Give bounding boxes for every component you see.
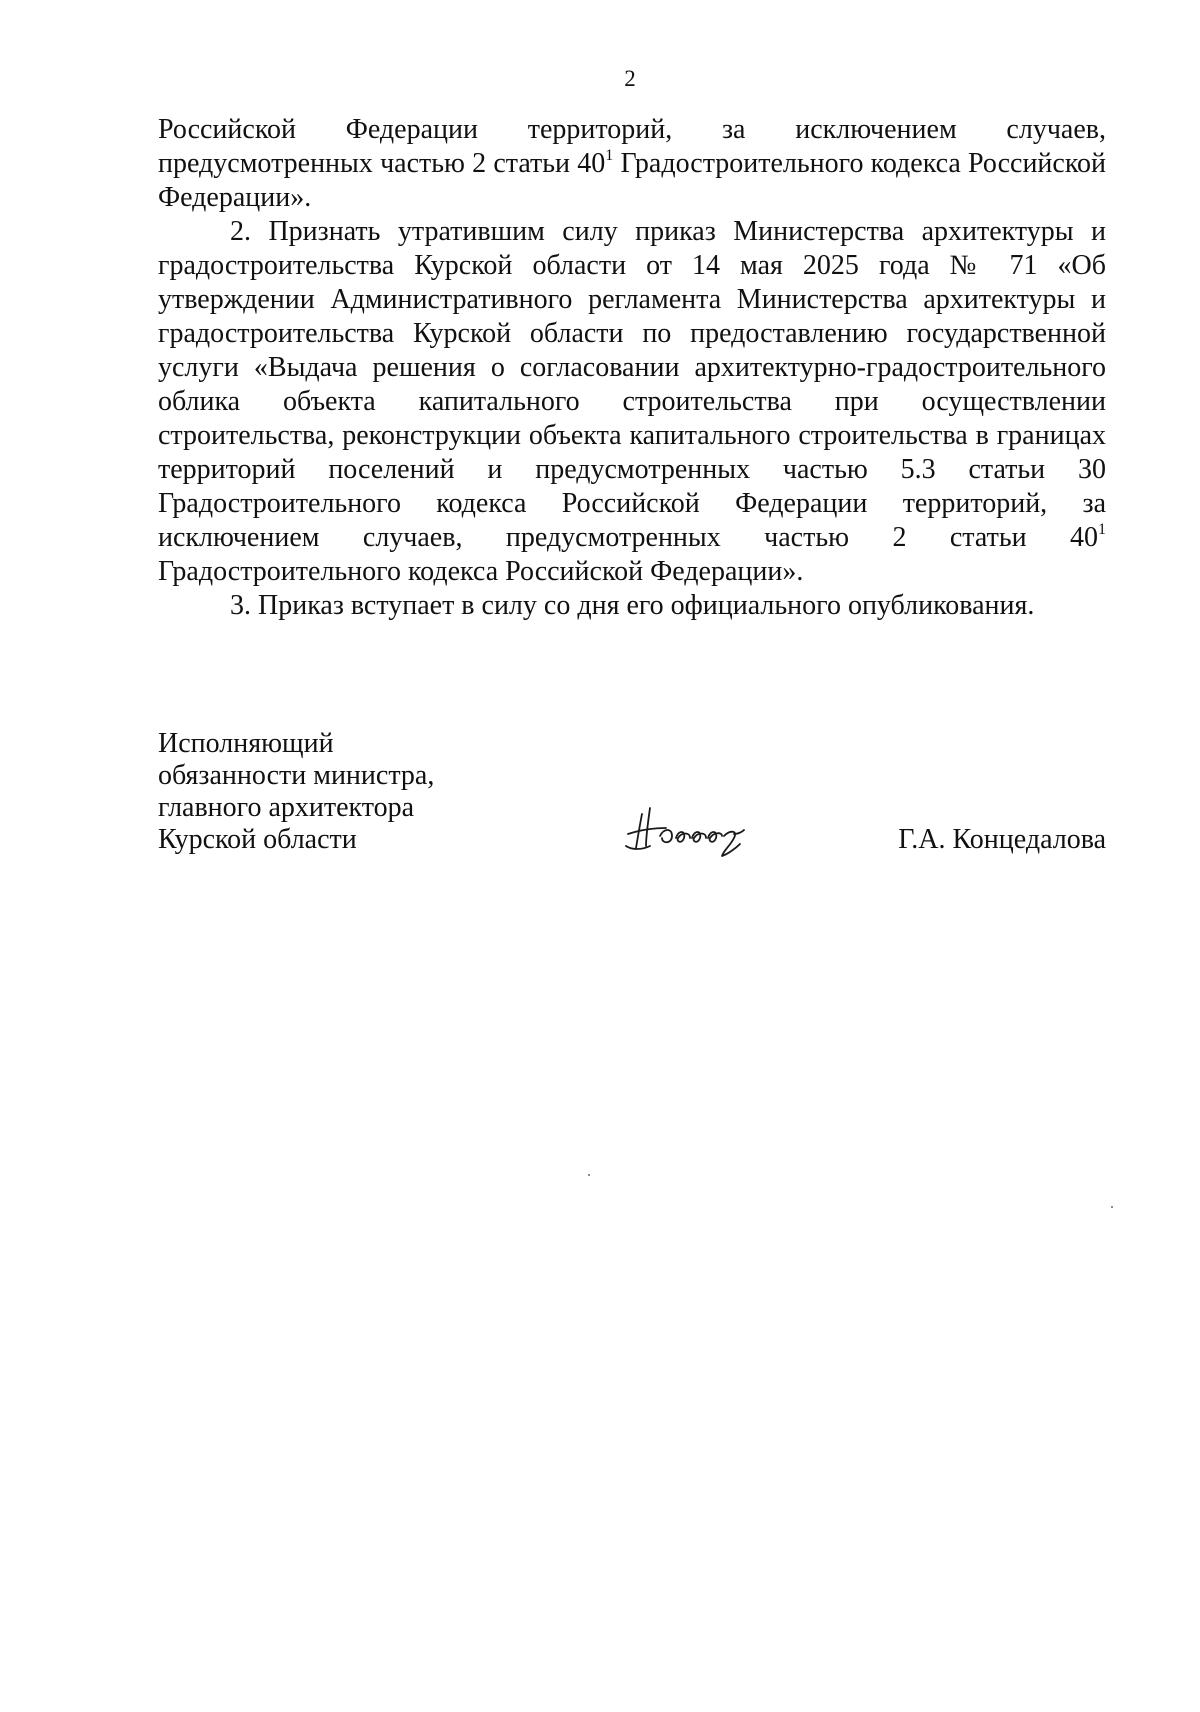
superscript: 1 <box>1098 520 1106 538</box>
signatory-position-line: главного архитектора <box>158 792 415 823</box>
handwritten-signature <box>620 800 760 860</box>
paragraph-2-text-b: Градостроительного кодекса Российской Федерации». <box>158 556 804 587</box>
signatory-position-line: Курской области <box>158 824 357 855</box>
page-number: 2 <box>624 66 636 91</box>
signatory-position <box>158 728 434 856</box>
paragraph-1-text-b: Градостроительного кодекса Российской Федерации». <box>158 148 1107 213</box>
scan-speck <box>1111 1206 1113 1208</box>
signatory-position-line: Исполняющий <box>158 728 334 759</box>
signature-block <box>158 728 1106 878</box>
scan-speck <box>588 1174 590 1176</box>
signatory-name: Г.А. Концедалова <box>898 824 1106 855</box>
paragraph-continuation <box>158 113 1106 215</box>
paragraph-item-3: 3. Приказ вступает в силу со дня его официального опубликования. <box>230 590 1035 621</box>
superscript: 1 <box>605 146 614 164</box>
signatory-position-line: обязанности министра, <box>158 760 435 791</box>
paragraph-item-2 <box>158 215 1106 589</box>
document-body <box>158 113 1106 623</box>
paragraph-1-text-a: Российской Федерации территорий, за исключением случаев, предусмотренных частью 2 статьи 40 <box>158 114 1106 179</box>
paragraph-2-text-a: 2. Признать утратившим силу приказ Министерства архитектуры и градостроительства Курской области от 14 мая 2025 года № 71 «Об утверждении Административного регламента Министерства архитектуры и градостроительства Курской области по предоставлению государственной услуги «Выдача решения о согласовании архитектурно-градостроительного облика объекта капитального строительства при осуществлении строительства, реконструкции объекта капитального строительства в границах территорий поселений и предусмотренных частью 5.3 статьи 30 Градостроительного кодекса Российской Федерации территорий, за исключением случаев, предусмотренных частью 2 статьи 40 <box>158 216 1106 553</box>
